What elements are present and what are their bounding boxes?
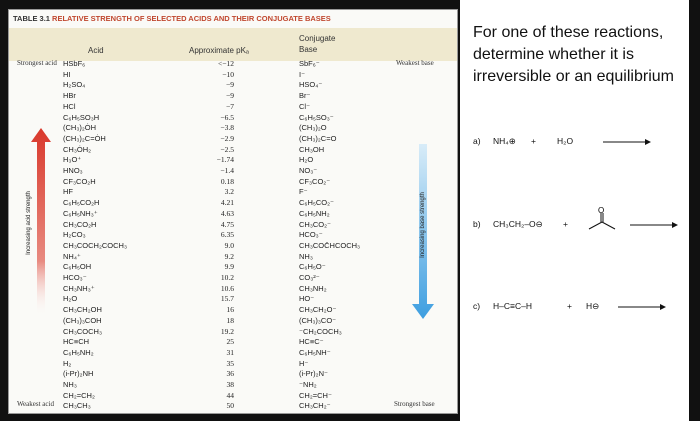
header-acid: Acid: [88, 46, 104, 55]
acid-cell: NH₃: [63, 380, 77, 389]
pka-cell: −2.5: [220, 144, 234, 154]
table-row: [9, 284, 457, 295]
table-row: [9, 59, 457, 70]
pka-cell: 10.6: [220, 283, 234, 293]
conjugate-base-cell: F⁻: [299, 187, 308, 197]
header-base-1: Conjugate: [299, 34, 336, 43]
pka-cell: 9.0: [224, 240, 234, 250]
conjugate-base-cell: (CH₃)₂O: [299, 123, 327, 133]
pka-cell: 18: [226, 315, 234, 325]
conjugate-base-cell: CH₃OH: [299, 144, 325, 154]
acid-cell: (CH₃)₃COH: [63, 315, 102, 325]
pka-cell: 16: [226, 305, 234, 315]
table-row: [9, 273, 457, 284]
pka-cell: 38: [226, 380, 234, 389]
acid-cell: CH₃COCH₂COCH₃: [63, 240, 128, 250]
pka-cell: −1.4: [220, 166, 234, 175]
pka-cell: 35: [226, 358, 234, 368]
strongest-base-label: Strongest base: [394, 400, 435, 408]
acid-cell: C₆H₅OH: [63, 262, 92, 272]
pka-cell: 9.2: [224, 251, 234, 261]
acid-cell: C₆H₅NH₃⁺: [63, 208, 98, 218]
table-row: [9, 198, 457, 209]
table-row: [9, 145, 457, 156]
conjugate-base-cell: HSO₄⁻: [299, 80, 323, 90]
table-title: TABLE 3.1 RELATIVE STRENGTH OF SELECTED ACIDS AND THEIR CONJUGATE BASES: [13, 14, 331, 23]
pka-cell: −9: [226, 80, 234, 90]
conjugate-base-cell: CF₃CO₂⁻: [299, 176, 331, 186]
pka-cell: 6.35: [220, 230, 234, 240]
acid-cell: CH₃NH₃⁺: [63, 283, 95, 293]
pka-cell: 15.7: [220, 294, 234, 304]
pka-cell: 10.2: [220, 273, 234, 282]
table-row: [9, 166, 457, 177]
conjugate-base-cell: (i-Pr)₂N⁻: [299, 369, 328, 379]
question-panel: For one of these reactions, determine whether it is irreversible or an equilibrium a) NH₄⊕ + H₂O b) CH₃CH₂–O⊖ + O c) H–C≡C–H + H⊖: [460, 0, 689, 421]
conjugate-base-cell: NH₃: [299, 251, 313, 261]
table-row: [9, 337, 457, 348]
acid-strength-table: [8, 9, 458, 414]
acid-cell: CH₃ȮH₂: [63, 144, 92, 154]
conjugate-base-cell: C₆H₅CO₂⁻: [299, 198, 334, 208]
acid-cell: HC≡CH: [63, 337, 90, 347]
table-row: [9, 359, 457, 370]
conjugate-base-cell: H₂O: [299, 155, 314, 165]
svg-text:O: O: [598, 206, 605, 215]
acid-cell: HCO₃⁻: [63, 273, 87, 282]
conjugate-base-cell: (CH₃)₃CO⁻: [299, 315, 337, 325]
table-row: [9, 177, 457, 188]
conjugate-base-cell: C₆H₅SO₃⁻: [299, 112, 334, 122]
conjugate-base-cell: Cl⁻: [299, 101, 311, 111]
table-row: [9, 102, 457, 113]
pka-cell: <−12: [218, 59, 234, 68]
conjugate-base-cell: C₆H₅NH₂: [299, 208, 330, 218]
pka-cell: 44: [226, 390, 234, 400]
acid-cell: (CH₃)₂C=ȮH: [63, 133, 106, 143]
table-row: [9, 348, 457, 359]
conjugate-base-cell: SbF₆⁻: [299, 59, 320, 68]
acid-cell: C₆H₅CO₂H: [63, 198, 100, 208]
pka-cell: −2.9: [220, 133, 234, 143]
base-arrow-label: Increasing base strength: [420, 192, 426, 258]
reaction-arrow-icon: [618, 304, 666, 310]
table-row: [9, 380, 457, 391]
table-row: [9, 113, 457, 124]
pka-cell: 25: [226, 337, 234, 347]
table-row: [9, 305, 457, 316]
pka-cell: 0.18: [220, 176, 234, 186]
acid-cell: HSbF₆: [63, 59, 86, 68]
table-row: [9, 91, 457, 102]
question-text: For one of these reactions, determine whether it is irreversible or an equilibrium: [473, 24, 674, 85]
header-base-2: Base: [299, 45, 318, 54]
conjugate-base-cell: ⁻NH₂: [299, 380, 317, 389]
conjugate-base-cell: HCO₃⁻: [299, 230, 323, 240]
conjugate-base-cell: CO₃²⁻: [299, 273, 320, 282]
conjugate-base-cell: CH₃NH₂: [299, 283, 327, 293]
table-header: [9, 28, 457, 61]
acid-cell: H₂CO₃: [63, 230, 86, 240]
strongest-acid-label: Strongest acid: [17, 59, 57, 67]
acid-cell: HNO₃: [63, 166, 83, 175]
acid-cell: HI: [63, 69, 71, 79]
acid-cell: NH₄⁺: [63, 251, 81, 261]
pka-cell: −6.5: [220, 112, 234, 122]
conjugate-base-cell: NO₃⁻: [299, 166, 318, 175]
table-row: [9, 209, 457, 220]
acid-cell: H₃O⁺: [63, 155, 82, 165]
table-row: [9, 123, 457, 134]
table-row: [9, 294, 457, 305]
acid-cell: CH₂=CH₂: [63, 390, 95, 400]
acid-cell: CH₃CH₃: [63, 401, 91, 411]
table-row: [9, 391, 457, 402]
conjugate-base-cell: HC≡C⁻: [299, 337, 324, 347]
table-row: [9, 369, 457, 380]
pka-cell: −1.74: [216, 155, 234, 165]
conjugate-base-cell: C₆H₅NH⁻: [299, 347, 331, 357]
pka-cell: 4.75: [220, 219, 234, 229]
increasing-acid-arrow-icon: [31, 128, 51, 318]
pka-cell: 4.21: [220, 198, 234, 208]
pka-cell: 4.63: [220, 208, 234, 218]
conjugate-base-cell: (CH₃)₂C=O: [299, 133, 337, 143]
table-row: [9, 155, 457, 166]
table-row: [9, 230, 457, 241]
conjugate-base-cell: CH₃CH₂O⁻: [299, 305, 337, 315]
pka-cell: 36: [226, 369, 234, 379]
conjugate-base-cell: C₆H₅O⁻: [299, 262, 326, 272]
pka-cell: 19.2: [220, 326, 234, 336]
conjugate-base-cell: Br⁻: [299, 91, 311, 101]
conjugate-base-cell: I⁻: [299, 69, 306, 79]
pka-cell: −3.8: [220, 123, 234, 133]
acid-cell: CH₃CH₂OH: [63, 305, 102, 315]
conjugate-base-cell: ⁻CH₂COCH₃: [299, 326, 342, 336]
pka-cell: 3.2: [224, 187, 234, 197]
table-row: [9, 187, 457, 198]
table-row: [9, 327, 457, 338]
acid-cell: H₂O: [63, 294, 78, 304]
acid-cell: C₆H₅NH₂: [63, 347, 94, 357]
acid-cell: H₂: [63, 358, 72, 368]
acid-cell: HCl: [63, 101, 76, 111]
reaction-arrow-icon: [630, 222, 678, 228]
acid-cell: C₆H₅SO₃H: [63, 112, 100, 122]
pka-cell: −9: [226, 91, 234, 101]
conjugate-base-cell: CH₃COC̄HCOCH₃: [299, 240, 361, 250]
weakest-base-label: Weakest base: [396, 59, 434, 67]
conjugate-base-cell: CH₃CH₂⁻: [299, 401, 331, 411]
conjugate-base-cell: CH₂=CH⁻: [299, 390, 332, 400]
table-row: [9, 220, 457, 231]
table-row: [9, 252, 457, 263]
table-row: [9, 316, 457, 327]
table-row: [9, 401, 457, 412]
acid-cell: CH₃CO₂H: [63, 219, 97, 229]
table-row: [9, 70, 457, 81]
acid-cell: CH₃COCH₃: [63, 326, 103, 336]
pka-cell: 9.9: [224, 262, 234, 272]
acid-cell: (CH₃)₂ȮH: [63, 123, 97, 133]
conjugate-base-cell: H⁻: [299, 358, 309, 368]
acid-cell: HBr: [63, 91, 76, 101]
acid-cell: (i-Pr)₂NH: [63, 369, 94, 379]
acid-arrow-label: Increasing acid strength: [26, 191, 32, 255]
pka-cell: −7: [226, 101, 234, 111]
reaction-arrow-icon: [603, 139, 651, 145]
conjugate-base-cell: CH₃CO₂⁻: [299, 219, 332, 229]
header-pka: Approximate pKₐ: [189, 46, 249, 55]
table-row: [9, 134, 457, 145]
acid-cell: H₂SO₄: [63, 80, 86, 90]
pka-cell: −10: [222, 69, 234, 79]
weakest-acid-label: Weakest acid: [17, 400, 54, 408]
pka-cell: 31: [226, 347, 234, 357]
pka-cell: 50: [226, 401, 234, 411]
acid-cell: HF: [63, 187, 73, 197]
table-row: [9, 80, 457, 91]
acetone-structure-icon: [586, 205, 616, 231]
table-row: [9, 241, 457, 252]
conjugate-base-cell: HO⁻: [299, 294, 315, 304]
acid-cell: CF₃CO₂H: [63, 176, 96, 186]
table-row: [9, 262, 457, 273]
